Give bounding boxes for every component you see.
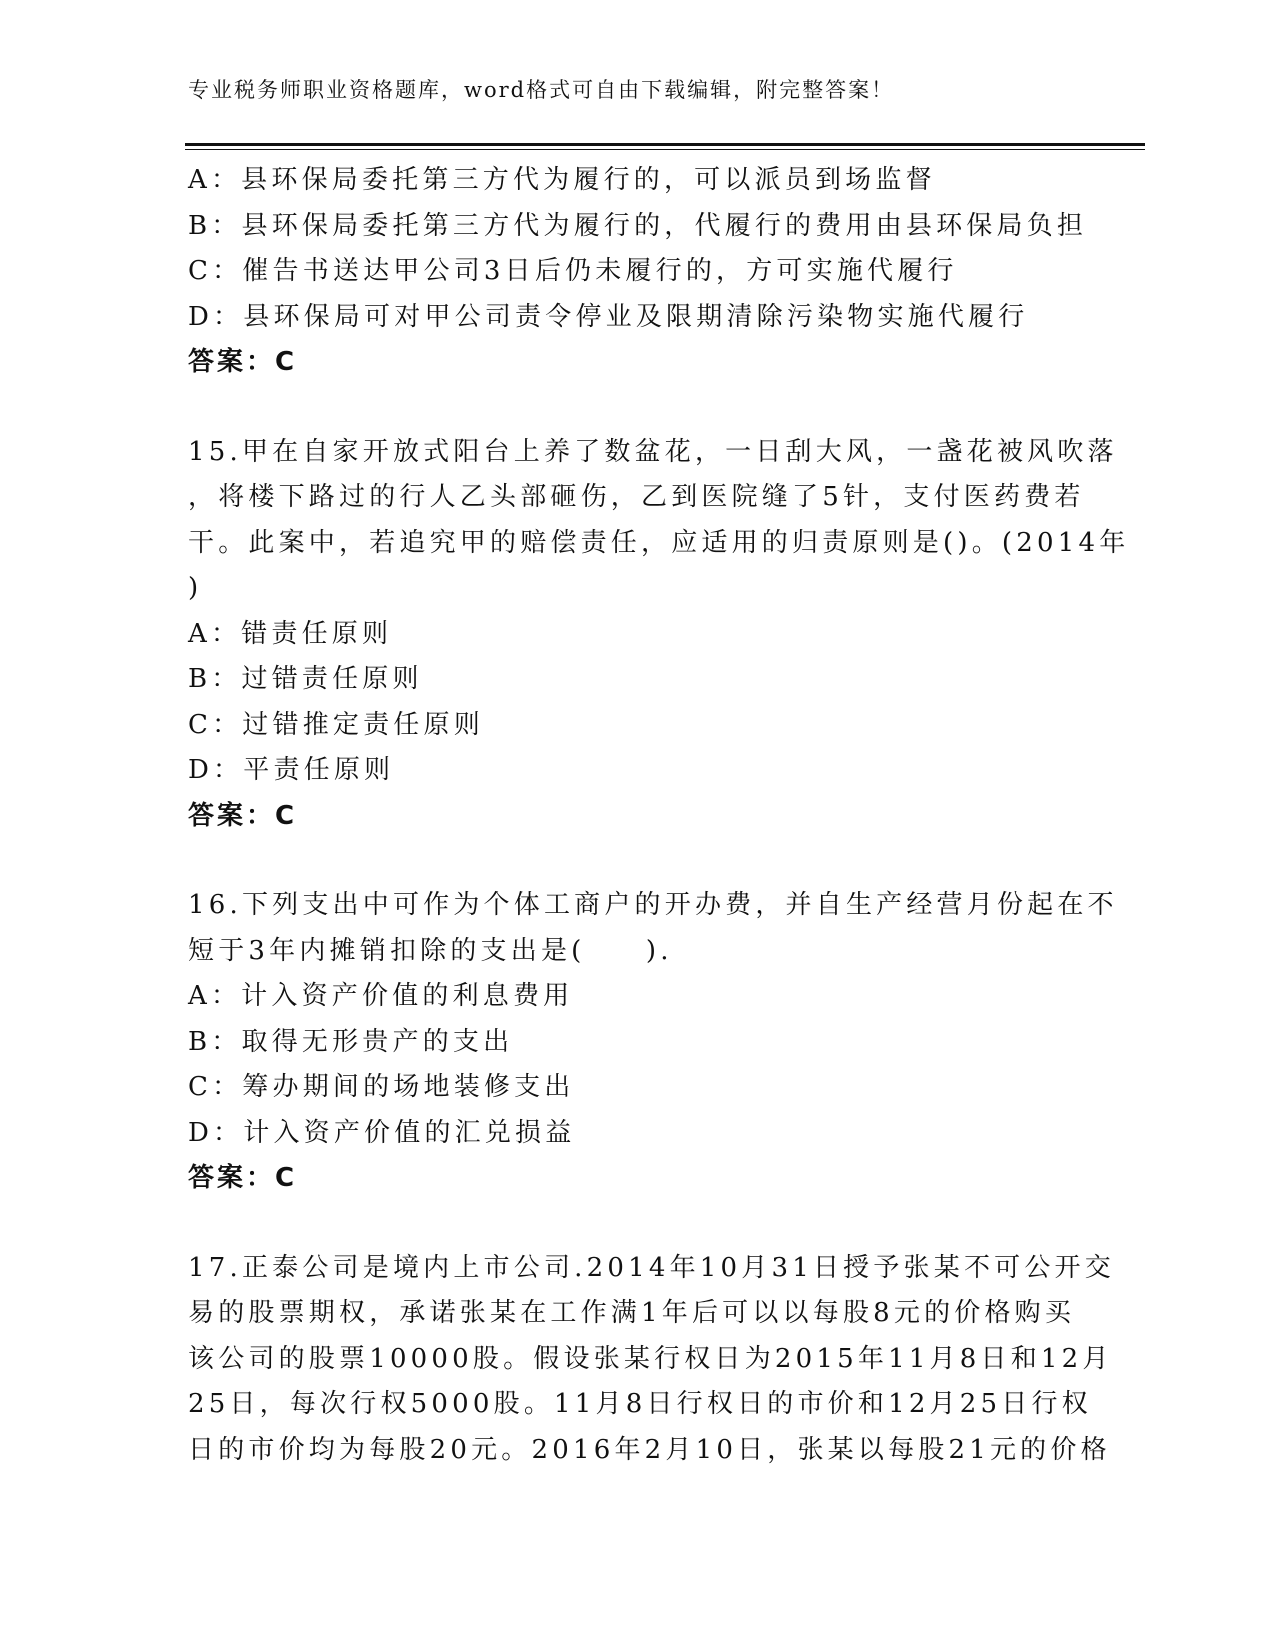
option-c: C：催告书送达甲公司3日后仍未履行的，方可实施代履行 bbox=[188, 256, 958, 286]
question-17 bbox=[188, 1246, 1115, 1474]
option-d: D：县环保局可对甲公司责令停业及限期清除污染物实施代履行 bbox=[188, 301, 1029, 332]
option-d: D：计入资产价值的汇兑损益 bbox=[188, 1117, 576, 1148]
question-text-line: 该公司的股票10000股。假设张某行权日为2015年11月8日和12月 bbox=[188, 1343, 1113, 1374]
previous-question-options bbox=[188, 158, 1088, 386]
page-header: 专业税务师职业资格题库，word格式可自由下载编辑，附完整答案！ bbox=[188, 78, 895, 102]
answer: 答案：C bbox=[188, 1163, 298, 1193]
question-15 bbox=[188, 430, 1130, 840]
question-text-line: 干。此案中，若追究甲的赔偿责任，应适用的归责原则是()。(2014年 bbox=[188, 527, 1130, 558]
question-text-line: 16.下列支出中可作为个体工商户的开办费，并自生产经营月份起在不 bbox=[188, 890, 1118, 920]
option-a: A：错责任原则 bbox=[188, 618, 393, 649]
question-text-line: 日的市价均为每股20元。2016年2月10日，张某以每股21元的价格 bbox=[188, 1434, 1111, 1465]
option-c: C：过错推定责任原则 bbox=[188, 709, 484, 740]
spacer bbox=[188, 839, 1088, 883]
question-content bbox=[188, 158, 1130, 1473]
spacer bbox=[188, 1202, 1088, 1246]
option-a: A：县环保局委托第三方代为履行的，可以派员到场监督 bbox=[188, 165, 936, 195]
spacer bbox=[188, 386, 1088, 430]
question-text-line: 15.甲在自家开放式阳台上养了数盆花，一日刮大风，一盏花被风吹落 bbox=[188, 436, 1118, 467]
option-b: B：取得无形贵产的支出 bbox=[188, 1026, 514, 1057]
answer: 答案：C bbox=[188, 347, 298, 377]
option-d: D：平责任原则 bbox=[188, 755, 395, 785]
question-text-line: 易的股票期权，承诺张某在工作满1年后可以以每股8元的价格购买 bbox=[188, 1298, 1076, 1328]
question-text-line: 25日，每次行权5000股。11月8日行权日的市价和12月25日行权 bbox=[188, 1389, 1092, 1419]
question-text-line: 短于3年内摊销扣除的支出是( ). bbox=[188, 935, 673, 966]
question-text-line: ，将楼下路过的行人乙头部砸伤，乙到医院缝了5针，支付医药费若 bbox=[188, 482, 1085, 512]
question-text-line: ) bbox=[188, 573, 203, 603]
option-b: B：县环保局委托第三方代为履行的，代履行的费用由县环保局负担 bbox=[188, 210, 1088, 241]
question-text-line: 17.正泰公司是境内上市公司.2014年10月31日授予张某不可公开交 bbox=[188, 1252, 1115, 1283]
header-divider bbox=[185, 143, 1145, 146]
question-16 bbox=[188, 883, 1118, 1202]
option-c: C：筹办期间的场地装修支出 bbox=[188, 1072, 575, 1102]
answer: 答案：C bbox=[188, 800, 298, 831]
option-b: B：过错责任原则 bbox=[188, 664, 423, 694]
option-a: A：计入资产价值的利息费用 bbox=[188, 981, 574, 1011]
